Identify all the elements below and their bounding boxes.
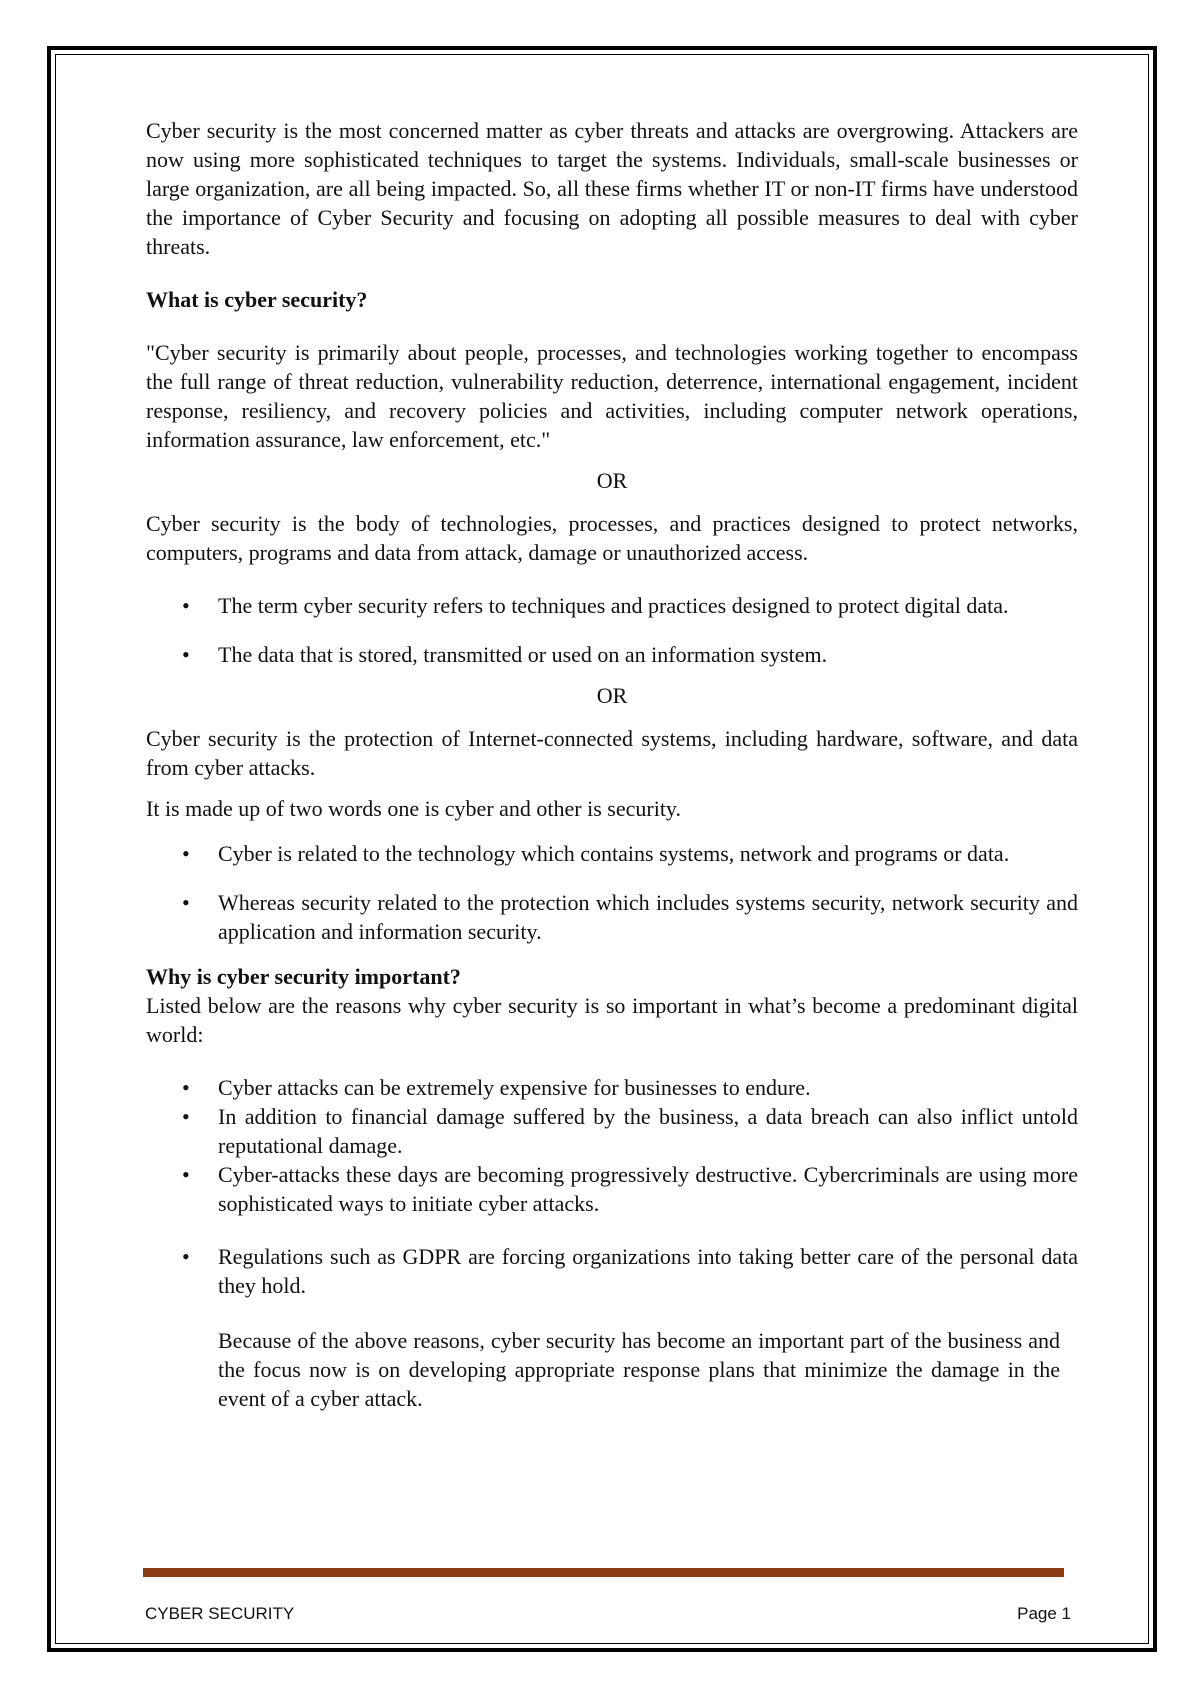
page-number: Page 1: [1017, 1604, 1071, 1623]
list-item: • Cyber-attacks these days are becoming progressively destructive. Cybercriminals are using more sophisticated ways to initiate cyber attacks.: [182, 1162, 1078, 1216]
bullet-icon: •: [182, 1162, 190, 1187]
two-words-paragraph: It is made up of two words one is cyber and other is security.: [146, 796, 682, 821]
list-item: • In addition to financial damage suffered by the business, a data breach can also inflict untold reputational damage.: [182, 1104, 1078, 1158]
why-heading: Why is cyber security important?: [146, 964, 461, 989]
list-item: • Regulations such as GDPR are forcing organizations into taking better care of the personal data they hold.: [182, 1244, 1078, 1298]
what-heading: What is cyber security?: [146, 287, 368, 312]
two-words-list: [146, 839, 1078, 946]
footer-title: CYBER SECURITY: [145, 1604, 295, 1623]
document-body: [146, 116, 1078, 1413]
or-separator-2: OR: [596, 683, 628, 708]
bullet-icon: •: [182, 890, 190, 915]
bullet-icon: •: [182, 642, 190, 667]
intro-paragraph: Cyber security is the most concerned matter as cyber threats and attacks are overgrowing. Attackers are now using more sophisticated techniques to target the systems. Individuals, small-scale businesses or large organization, are all being impacted. So, all these firms whether IT or non-IT firms have understood the importance of Cyber Security and focusing on adopting all possible measures to deal with cyber threats.: [146, 118, 1078, 259]
or-separator: OR: [596, 468, 628, 493]
list-item: • Cyber attacks can be extremely expensive for businesses to endure.: [182, 1075, 811, 1100]
definition-2-list: [146, 591, 1078, 669]
list-item: • The term cyber security refers to techniques and practices designed to protect digital data.: [182, 593, 1009, 618]
why-intro: Listed below are the reasons why cyber security is so important in what’s become a predominant digital world:: [146, 993, 1078, 1047]
bullet-icon: •: [182, 1104, 190, 1129]
definition-2: Cyber security is the body of technologies, processes, and practices designed to protect networks, computers, programs and data from attack, damage or unauthorized access.: [146, 511, 1078, 565]
list-item: • Cyber is related to the technology which contains systems, network and programs or data.: [182, 841, 1010, 866]
bullet-icon: •: [182, 1244, 190, 1269]
list-item: • The data that is stored, transmitted or used on an information system.: [182, 642, 828, 667]
closing-paragraph: Because of the above reasons, cyber security has become an important part of the business and the focus now is on developing appropriate response plans that minimize the damage in the event of a cyber attack.: [218, 1328, 1060, 1411]
quote-paragraph: "Cyber security is primarily about people, processes, and technologies working together to encompass the full range of threat reduction, vulnerability reduction, deterrence, international engagement, incident response, resiliency, and recovery policies and activities, including computer network operations, information assurance, law enforcement, etc.": [146, 340, 1078, 452]
list-item: • Whereas security related to the protection which includes systems security, network security and application and information security.: [182, 890, 1078, 944]
bullet-icon: •: [182, 1075, 190, 1100]
bullet-icon: •: [182, 841, 190, 866]
definition-3: Cyber security is the protection of Internet-connected systems, including hardware, software, and data from cyber attacks.: [146, 726, 1078, 780]
bullet-icon: •: [182, 593, 190, 618]
footer-rule: [143, 1568, 1064, 1577]
why-list: [146, 1073, 1078, 1300]
